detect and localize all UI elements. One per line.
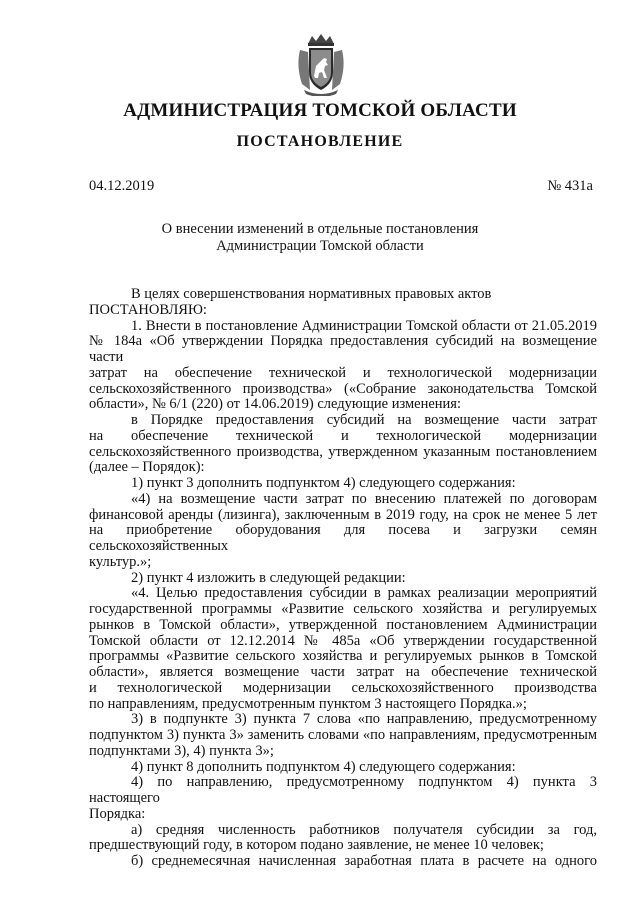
body-line: ПОСТАНОВЛЯЮ: bbox=[89, 301, 207, 318]
body-line: Томской области от 12.12.2014 № 485а «Об утверждении государственной bbox=[89, 632, 597, 649]
body-line: области», № 6/1 (220) от 14.06.2019) следующие изменения: bbox=[89, 396, 462, 413]
body-line: сельскохозяйственного производства» («Собрание законодательства Томской bbox=[89, 380, 597, 397]
body-line: 1. Внести в постановление Администрации Томской области от 21.05.2019 bbox=[131, 317, 597, 334]
body-line: рынков в Томской области», утвержденной постановлением Администрации bbox=[89, 616, 597, 633]
body-line: и технологической модернизации сельскохозяйственного производства bbox=[89, 679, 597, 696]
body-line: 2) пункт 4 изложить в следующей редакции: bbox=[131, 569, 406, 586]
subject-line: О внесении изменений в отдельные постановления bbox=[161, 221, 479, 237]
body-line: (далее – Порядок): bbox=[89, 459, 205, 476]
body-line: 1) пункт 3 дополнить подпунктом 4) следующего содержания: bbox=[131, 475, 516, 491]
body-line: по направлениям, предусмотренным пунктом 3 настоящего Порядка.»; bbox=[89, 695, 527, 712]
body-line: подпунктом 3) пункта 3» заменить словами «по направлениям, предусмотренным bbox=[89, 727, 597, 743]
coat-of-arms-icon bbox=[294, 32, 348, 96]
subject-line: Администрации Томской области bbox=[216, 238, 424, 254]
body-line: предшествующий году, в котором подано заявление, не менее 10 человек; bbox=[89, 837, 544, 854]
body-line: «4) на возмещение части затрат по внесению платежей по договорам bbox=[131, 490, 597, 507]
body-line: культур.»; bbox=[89, 553, 152, 570]
body-line: б) среднемесячная начисленная заработная плата в расчете на одного bbox=[131, 853, 597, 869]
body-line: а) средняя численность работников получателя субсидии за год, bbox=[131, 821, 597, 838]
body-line: «4. Целью предоставления субсидии в рамках реализации мероприятий bbox=[131, 585, 597, 602]
body-line: государственной программы «Развитие сельского хозяйства и регулируемых bbox=[89, 601, 597, 617]
body-line: подпунктами 3), 4) пункта 3»; bbox=[89, 742, 274, 759]
body-line: сельскохозяйственного производства, утвержденном указанным постановлением bbox=[89, 443, 597, 460]
body-line: № 184а «Об утверждении Порядка предоставления субсидий на возмещение части bbox=[89, 333, 597, 365]
body-line: на приобретение оборудования для посева и загрузки семян сельскохозяйственных bbox=[89, 522, 597, 554]
body-line: области», является возмещение части затрат на обеспечение технической bbox=[89, 664, 597, 680]
document-body bbox=[89, 287, 597, 870]
body-line: финансовой аренды (лизинга), заключенным в 2019 году, на срок не менее 5 лет bbox=[89, 506, 597, 523]
body-line: затрат на обеспечение технической и технологической модернизации bbox=[89, 364, 597, 381]
body-line: программы «Развитие сельского хозяйства и регулируемых рынков в Томской bbox=[89, 648, 597, 665]
body-line: Порядка: bbox=[89, 805, 146, 822]
body-line: на обеспечение технической и технологической модернизации bbox=[89, 427, 597, 444]
body-line: 4) пункт 8 дополнить подпунктом 4) следующего содержания: bbox=[131, 758, 516, 775]
document-type: ПОСТАНОВЛЕНИЕ bbox=[236, 133, 404, 150]
document-subject bbox=[0, 221, 640, 255]
body-line: в Порядке предоставления субсидий на возмещение части затрат bbox=[131, 412, 597, 428]
body-line: 4) по направлению, предусмотренному подпунктом 4) пункта 3 настоящего bbox=[89, 774, 597, 806]
organization-name: АДМИНИСТРАЦИЯ ТОМСКОЙ ОБЛАСТИ bbox=[123, 100, 517, 121]
document-date: 04.12.2019 bbox=[89, 178, 155, 194]
body-line: В целях совершенствования нормативных правовых актов bbox=[131, 286, 492, 302]
document-number: № 431а bbox=[547, 178, 593, 194]
body-line: 3) в подпункте 3) пункта 7 слова «по направлению, предусмотренному bbox=[131, 711, 597, 728]
